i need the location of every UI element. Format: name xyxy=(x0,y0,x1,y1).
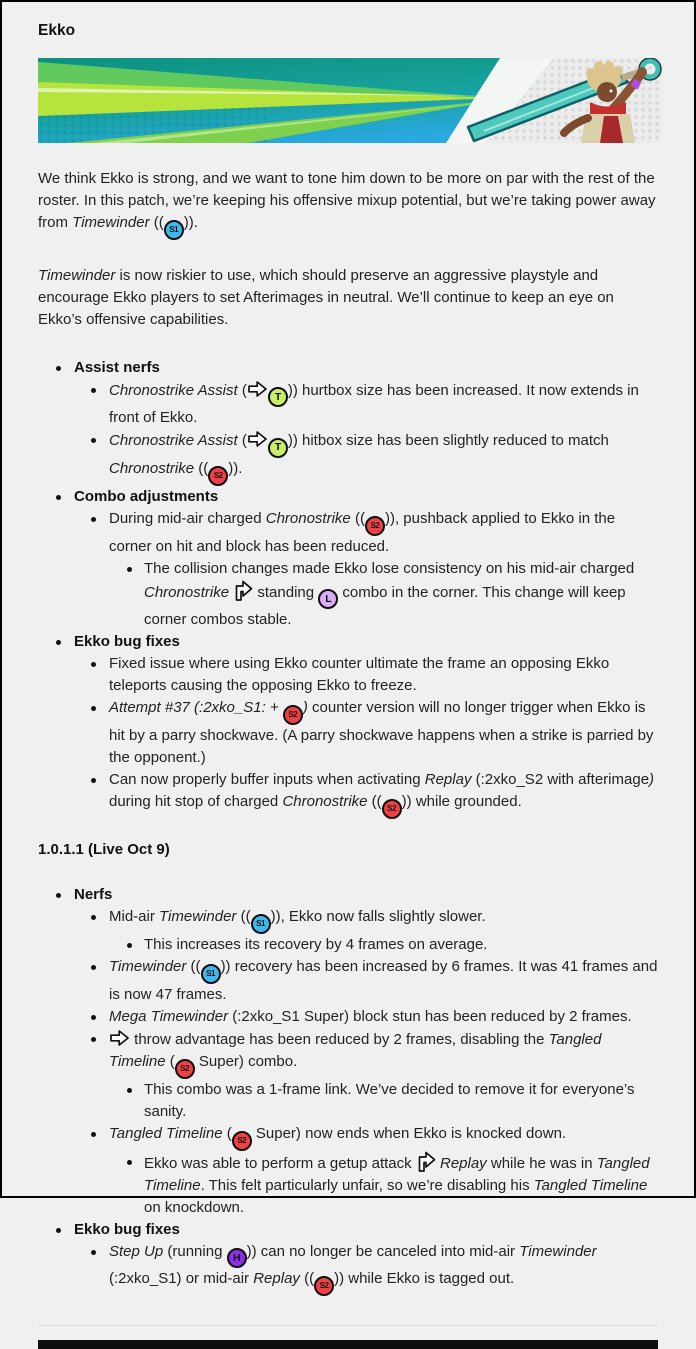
l-button-icon: L xyxy=(318,589,338,609)
s2-button-icon: S2 xyxy=(232,1131,252,1151)
move-name-text: Timewinder xyxy=(109,957,187,975)
body-text: (running xyxy=(163,1242,227,1260)
body-text: (:2xko_S1) or mid-air xyxy=(109,1270,254,1287)
move-name-text: Replay xyxy=(439,1154,487,1172)
list-item xyxy=(38,1219,658,1241)
list-item xyxy=(38,1028,658,1079)
forward-arrow-icon xyxy=(109,1031,130,1048)
h-button-icon: H xyxy=(227,1248,247,1268)
body-text: (( xyxy=(186,957,201,975)
bullet-icon xyxy=(91,388,96,393)
list-item-text xyxy=(144,1155,650,1216)
list-item xyxy=(38,558,658,631)
bullet-icon xyxy=(91,965,96,970)
list-item-text xyxy=(74,633,180,650)
list-item xyxy=(38,508,658,558)
body-text: Ekko was able to perform a getup attack xyxy=(144,1154,416,1172)
list-item xyxy=(38,1006,658,1028)
list-item xyxy=(38,429,658,485)
forward-arrow-icon xyxy=(247,432,268,449)
bullet-icon xyxy=(127,1088,132,1093)
body-text: counter version will no longer trigger when Ekko is hit by a parry shockwave. (A parry shockwave happens when a strike is parried by the opponent.) xyxy=(109,698,654,766)
body-text: . This felt particularly unfair, so we’re disabling his xyxy=(200,1176,534,1194)
bullet-icon xyxy=(127,943,132,948)
list-item-text xyxy=(109,699,653,766)
body-text: ( xyxy=(165,1052,175,1070)
list-item-text xyxy=(144,936,487,953)
next-section-banner-edge xyxy=(38,1340,658,1349)
patch-notes-page xyxy=(2,2,694,1349)
bullet-icon xyxy=(127,1160,132,1165)
up-forward-arrow-icon xyxy=(416,1155,436,1172)
list-item xyxy=(38,1151,658,1219)
body-text: Fixed issue where using Ekko counter ultimate the frame an opposing Ekko teleports causing the opposing Ekko to freeze. xyxy=(109,654,610,694)
bullet-icon xyxy=(91,1015,96,1020)
list-item-text xyxy=(74,488,218,505)
s2-button-icon: S2 xyxy=(382,799,402,819)
list-item-text xyxy=(109,510,615,555)
body-text: (( xyxy=(367,792,382,810)
body-text: during hit stop of charged xyxy=(109,792,283,810)
body-text: This combo was a 1-frame link. We’ve decided to remove it for everyone’s sanity. xyxy=(144,1080,635,1120)
body-text: Mid-air xyxy=(109,907,160,925)
move-name-text: Tangled Timeline xyxy=(144,1154,650,1194)
bullet-icon xyxy=(91,1132,96,1137)
body-text: )) while Ekko is tagged out. xyxy=(334,1270,515,1287)
bullet-icon xyxy=(91,517,96,522)
body-text: on knockdown. xyxy=(144,1198,245,1216)
list-item-text xyxy=(109,432,609,480)
move-name-text: Chronostrike xyxy=(109,459,195,477)
bullet-icon xyxy=(56,640,61,645)
body-text: )) hitbox size has been slightly reduced to match xyxy=(287,432,609,450)
move-name-text: Replay xyxy=(253,1270,300,1287)
bullet-icon xyxy=(91,1250,96,1255)
page-title: Ekko xyxy=(38,22,76,39)
list-item-text xyxy=(109,770,655,813)
list-item xyxy=(38,884,658,906)
s2-button-icon: S2 xyxy=(208,466,228,486)
bullet-icon xyxy=(91,778,96,783)
move-name-text: Tangled Timeline xyxy=(109,1030,602,1070)
body-text: We think Ekko is strong, and we want to tone him down to be more on par with the rest of the roster. In this patch, we’re keeping his offensive mixup potential, but we’re taking power away from xyxy=(38,170,656,231)
body-text: )). xyxy=(183,214,198,231)
list-item xyxy=(38,906,658,934)
body-text: )). xyxy=(228,459,243,477)
move-name-text: Attempt #37 (:2xko_S1: + xyxy=(109,698,283,716)
list-item xyxy=(38,769,658,819)
list-item xyxy=(38,653,658,697)
ekko-banner-image xyxy=(38,58,662,143)
bullet-icon xyxy=(56,495,61,500)
move-name-text: Chronostrike xyxy=(265,509,351,527)
move-name-text: Chronostrike xyxy=(144,583,230,601)
list-item xyxy=(38,1241,658,1296)
s2-button-icon: S2 xyxy=(283,705,303,725)
move-name-text: Tangled Timeline xyxy=(109,1124,223,1142)
move-name-text: ) xyxy=(649,770,655,788)
body-text: is now riskier to use, which should preserve an aggressive playstyle and encourage Ekko players to set Afterimages in neutral. We’ll continue to keep an eye on Ekko’s offensive capabilities. xyxy=(38,267,614,328)
body-text: )) while grounded. xyxy=(401,792,522,810)
t-button-icon: T xyxy=(268,438,288,458)
bold-text: Nerfs xyxy=(74,885,113,903)
bullet-icon xyxy=(56,1228,61,1233)
body-text: standing xyxy=(253,583,319,601)
move-name-text: Chronostrike xyxy=(282,792,368,810)
bullet-icon xyxy=(127,567,132,572)
list-item xyxy=(38,1079,658,1123)
change-list xyxy=(38,357,658,819)
move-name-text: Timewinder xyxy=(72,214,150,231)
list-item-text xyxy=(109,1124,567,1145)
bold-text: Ekko bug fixes xyxy=(74,632,180,650)
s1-button-icon: S1 xyxy=(201,964,221,984)
move-name-text: Replay xyxy=(424,770,472,788)
bullet-icon xyxy=(91,438,96,443)
move-name-text: ) xyxy=(302,698,308,716)
divider xyxy=(38,1325,658,1326)
body-text: )) can no longer be canceled into mid-air xyxy=(246,1242,520,1260)
list-item-text xyxy=(74,1221,180,1238)
list-item xyxy=(38,357,658,379)
list-item-text xyxy=(144,1081,635,1120)
body-text: combo in the corner. This change will keep corner combos stable. xyxy=(144,583,626,628)
move-name-text: Step Up xyxy=(109,1242,164,1260)
s2-button-icon: S2 xyxy=(314,1276,334,1296)
body-text: (( xyxy=(236,907,251,925)
body-text: (( xyxy=(194,459,209,477)
body-text: while he was in xyxy=(486,1154,597,1172)
list-item-text xyxy=(109,1008,632,1025)
up-forward-arrow-icon xyxy=(233,584,253,601)
move-name-text: Timewinder xyxy=(159,907,237,925)
body-text: (( xyxy=(350,509,365,527)
paragraph xyxy=(38,265,658,331)
body-text: )), Ekko now falls slightly slower. xyxy=(270,907,486,925)
body-text: )) recovery has been increased by 6 frames. It was 41 frames and is now 47 frames. xyxy=(109,957,658,1003)
move-name-text: Timewinder xyxy=(519,1242,597,1260)
move-name-text: Tangled Timeline xyxy=(533,1176,648,1194)
move-name-text: Chronostrike Assist xyxy=(109,432,238,450)
list-item-text xyxy=(74,886,112,903)
bullet-icon xyxy=(91,915,96,920)
body-text: (:2xko_S1 Super) block stun has been reduced by 2 frames. xyxy=(228,1007,632,1025)
bullet-icon xyxy=(56,893,61,898)
move-name-text: Timewinder xyxy=(38,267,116,284)
list-item-text xyxy=(74,359,160,376)
list-item xyxy=(38,486,658,508)
body-text: )) hurtbox size has been increased. It now extends in front of Ekko. xyxy=(109,382,639,427)
bullet-icon xyxy=(91,662,96,667)
ekko-banner-art xyxy=(38,58,662,143)
body-text: Can now properly buffer inputs when activating xyxy=(109,770,425,788)
list-item-text xyxy=(109,1030,602,1073)
bullet-icon xyxy=(56,366,61,371)
body-text: This increases its recovery by 4 frames on average. xyxy=(144,935,488,953)
list-item-text xyxy=(109,907,486,928)
bold-text: Combo adjustments xyxy=(74,487,219,505)
list-item-text xyxy=(109,655,609,694)
version-heading: 1.0.1.1 (Live Oct 9) xyxy=(38,840,170,858)
move-name-text: Mega Timewinder xyxy=(109,1007,229,1025)
s1-button-icon: S1 xyxy=(251,914,271,934)
body-text: (:2xko_S2 with afterimage xyxy=(471,770,650,788)
body-text: ( xyxy=(222,1124,232,1142)
list-item xyxy=(38,956,658,1006)
list-item xyxy=(38,379,658,429)
change-list xyxy=(38,884,658,1296)
s2-button-icon: S2 xyxy=(175,1059,195,1079)
move-name-text: Chronostrike Assist xyxy=(109,382,238,399)
forward-arrow-icon xyxy=(247,382,268,399)
t-button-icon: T xyxy=(268,387,288,407)
body-text: (( xyxy=(299,1270,315,1287)
bold-text: Ekko bug fixes xyxy=(74,1220,180,1238)
list-item-text xyxy=(144,560,634,628)
body-text: )), pushback applied to Ekko in the corner on hit and block has been reduced. xyxy=(109,509,616,555)
list-item-text xyxy=(109,382,639,426)
list-item xyxy=(38,631,658,653)
list-item xyxy=(38,934,658,956)
paragraph xyxy=(38,168,658,240)
bullet-icon xyxy=(91,706,96,711)
body-text: During mid-air charged xyxy=(109,509,266,527)
body-text: Super) combo. xyxy=(194,1052,298,1070)
list-item xyxy=(38,1123,658,1151)
s1-button-icon: S1 xyxy=(164,220,184,240)
bullet-icon xyxy=(91,1037,96,1042)
bold-text: Assist nerfs xyxy=(74,359,160,376)
body-text: ( xyxy=(237,382,247,399)
list-item xyxy=(38,697,658,769)
body-text: ( xyxy=(237,432,247,450)
s2-button-icon: S2 xyxy=(365,516,385,536)
body-text: throw advantage has been reduced by 2 frames, disabling the xyxy=(130,1030,549,1048)
body-text: (( xyxy=(149,214,164,231)
body-text: Super) now ends when Ekko is knocked down. xyxy=(251,1124,567,1142)
list-item-text xyxy=(109,958,657,1003)
list-item-text xyxy=(109,1242,597,1290)
body-text: The collision changes made Ekko lose consistency on his mid-air charged xyxy=(144,559,635,577)
